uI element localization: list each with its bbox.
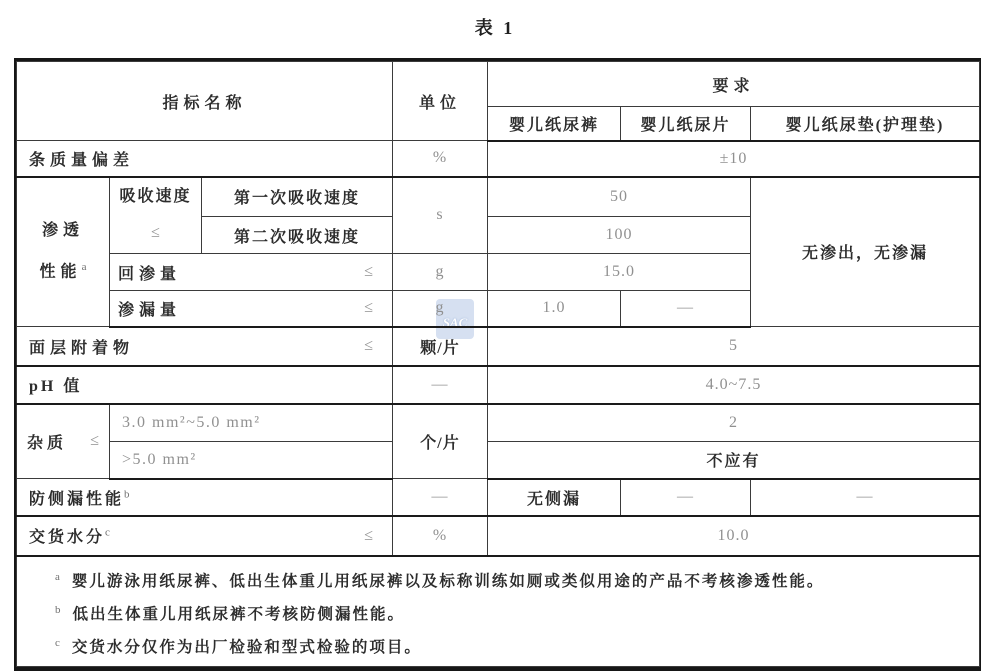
mass-deviation-label: 条质量偏差 — [29, 151, 135, 169]
mass-deviation-value: ±10 — [719, 149, 748, 167]
header-indicator-label: 指标名称 — [162, 94, 247, 112]
second-absorption-value: 100 — [605, 226, 633, 243]
mass-deviation-unit-cell — [393, 141, 488, 177]
footnote-b — [55, 600, 961, 625]
moisture-unit: % — [432, 526, 448, 544]
header-col-diaper-pants — [488, 107, 621, 141]
impurity-range1-value-cell — [488, 404, 980, 442]
header-unit-label: 单位 — [418, 94, 461, 112]
second-absorption-label-cell — [202, 217, 393, 254]
first-absorption-value: 50 — [610, 187, 628, 205]
surface-attachment-unit-cell — [393, 327, 488, 366]
header-col-diaper-sheet — [621, 107, 751, 141]
moisture-footnote-mark: c — [105, 526, 110, 539]
impurity-range2-value-cell — [488, 442, 980, 479]
less-equal-icon: ≤ — [151, 224, 160, 242]
absorption-speed-cell — [110, 177, 202, 254]
ph-value: 4.0~7.5 — [705, 375, 762, 393]
impurity-unit-cell — [393, 404, 488, 479]
leakage-value-sheet: — — [677, 299, 694, 317]
rewet-unit-cell — [393, 254, 488, 291]
header-requirement-label: 要求 — [712, 77, 755, 95]
surface-attachment-unit: 颗/片 — [420, 339, 460, 357]
leakage-value-sheet-cell — [621, 291, 751, 327]
impurity-unit: 个/片 — [420, 434, 460, 452]
first-absorption-value-cell — [488, 177, 751, 217]
footnote-c — [55, 633, 961, 658]
less-equal-icon: ≤ — [90, 432, 99, 450]
impurity-group-cell — [17, 404, 110, 479]
second-absorption-label: 第二次吸收速度 — [233, 228, 360, 246]
footnote-b-text: 低出生体重儿用纸尿裤不考核防侧漏性能。 — [72, 605, 406, 623]
header-col-diaper-pants-label: 婴儿纸尿裤 — [508, 116, 599, 134]
rewet-label-cell — [110, 254, 393, 291]
side-leakage-value-sheet-cell — [621, 479, 751, 516]
footnote-c-text: 交货水分仅作为出厂检验和型式检验的项目。 — [71, 638, 422, 656]
leakage-value-pants: 1.0 — [542, 299, 566, 317]
absorption-unit-cell — [393, 177, 488, 254]
surface-attachment-value: 5 — [729, 337, 738, 354]
footnotes-cell — [17, 556, 980, 667]
rewet-label: 回渗量 — [118, 265, 182, 283]
header-col-diaper-pad-label: 婴儿纸尿垫(护理垫) — [785, 116, 945, 134]
side-leakage-label-cell — [17, 479, 393, 516]
footnote-a — [55, 567, 961, 592]
ph-value-cell — [488, 366, 980, 404]
moisture-value-cell — [488, 516, 980, 556]
footnote-b-mark: b — [55, 603, 61, 616]
first-absorption-label-cell — [202, 177, 393, 217]
mass-deviation-value-cell — [488, 141, 980, 177]
impurity-range1-label: 3.0 mm²~5.0 mm² — [122, 413, 261, 431]
rewet-value: 15.0 — [603, 263, 635, 280]
side-leakage-unit-cell — [393, 479, 488, 516]
row-mass-deviation-label-cell — [17, 141, 393, 177]
less-equal-icon: ≤ — [364, 526, 373, 544]
pad-requirement-value: 无渗出，无渗漏 — [801, 245, 928, 263]
table-title: 表 1 — [474, 18, 516, 38]
permeability-label-line2: 性能$^a$ — [39, 261, 87, 281]
leakage-unit-cell — [393, 291, 488, 327]
absorption-unit: s — [436, 206, 444, 224]
surface-attachment-label-cell — [17, 327, 393, 366]
impurity-range2-label-cell — [110, 442, 393, 479]
moisture-label: 交货水分$^c$ — [29, 526, 110, 546]
side-leakage-value-pants-cell — [488, 479, 621, 516]
side-leakage-footnote-mark: b — [124, 488, 130, 501]
footnote-c-mark: c — [55, 636, 60, 649]
leakage-value-pants-cell — [488, 291, 621, 327]
side-leakage-unit: — — [431, 487, 449, 505]
header-requirement — [488, 62, 980, 107]
side-leakage-label: 防侧漏性能$^b$ — [29, 488, 130, 508]
less-equal-icon: ≤ — [364, 263, 373, 280]
rewet-unit: g — [435, 263, 445, 280]
header-col-diaper-pad — [751, 107, 980, 141]
spec-table — [16, 61, 980, 667]
second-absorption-value-cell — [488, 217, 751, 254]
impurity-range2-label: >5.0 mm² — [122, 450, 197, 468]
sac-watermark: SAC — [436, 299, 474, 339]
impurity-label: 杂质 — [27, 434, 68, 452]
impurity-range2-value: 不应有 — [706, 453, 761, 471]
moisture-value: 10.0 — [717, 526, 750, 544]
surface-attachment-label: 面层附着物 — [29, 339, 135, 357]
side-leakage-value-pad: — — [856, 488, 874, 505]
side-leakage-value-pad-cell — [751, 479, 980, 516]
leakage-label-cell — [110, 291, 393, 327]
permeability-group-cell — [17, 177, 110, 327]
less-equal-icon: ≤ — [364, 337, 373, 354]
header-unit — [393, 62, 488, 141]
moisture-label-cell — [17, 516, 393, 556]
ph-unit-cell — [393, 366, 488, 404]
ph-label-cell — [17, 366, 393, 404]
absorption-speed-label: 吸收速度 — [119, 188, 192, 206]
leakage-unit: g — [435, 299, 445, 317]
ph-unit: — — [431, 375, 449, 393]
rewet-value-cell — [488, 254, 751, 291]
side-leakage-value-sheet: — — [677, 488, 694, 505]
header-indicator-name — [17, 62, 393, 141]
permeability-footnote-mark: a — [81, 261, 87, 274]
spec-table-frame — [14, 58, 981, 671]
less-equal-icon: ≤ — [364, 299, 373, 317]
impurity-range1-value: 2 — [729, 413, 738, 431]
footnote-a-mark: a — [55, 570, 60, 583]
pad-requirement-cell — [751, 177, 980, 327]
mass-deviation-unit: % — [432, 149, 448, 167]
leakage-label: 渗漏量 — [118, 301, 182, 319]
impurity-range1-label-cell — [110, 404, 393, 442]
ph-label: pH 值 — [29, 378, 83, 395]
header-col-diaper-sheet-label: 婴儿纸尿片 — [640, 116, 731, 134]
moisture-unit-cell — [393, 516, 488, 556]
permeability-label-line1: 渗透 — [41, 222, 84, 240]
side-leakage-value-pants: 无侧漏 — [526, 490, 581, 508]
first-absorption-label: 第一次吸收速度 — [233, 190, 360, 208]
surface-attachment-value-cell — [488, 327, 980, 366]
footnote-a-text: 婴儿游泳用纸尿裤、低出生体重儿用纸尿裤以及标称训练如厕或类似用途的产品不考核渗透性能。 — [71, 572, 825, 590]
